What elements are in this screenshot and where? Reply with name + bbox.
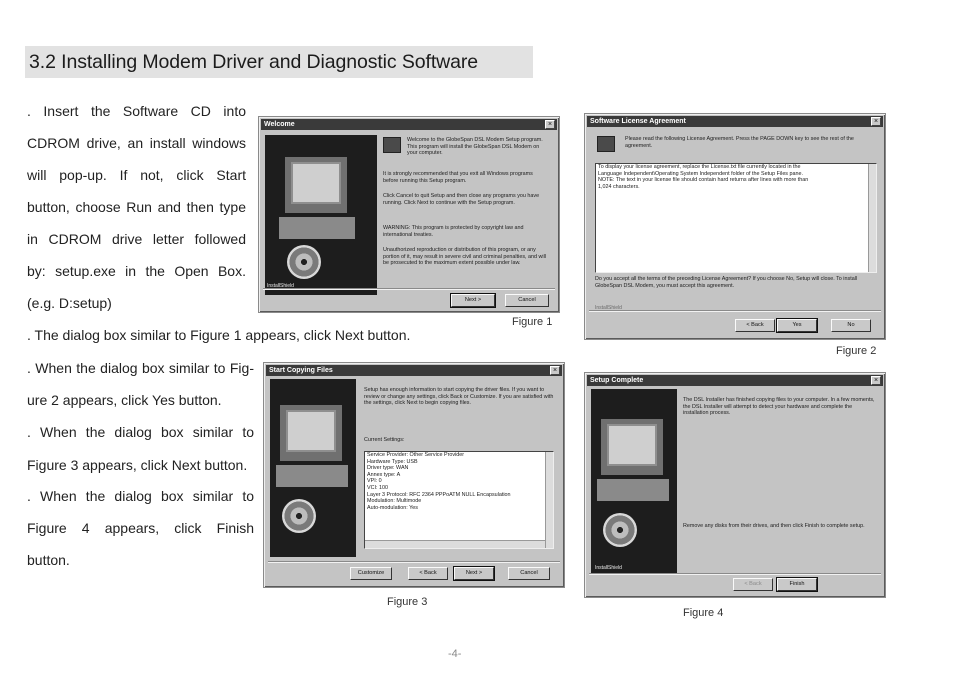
figure-3-copy-files-dialog — [263, 362, 565, 588]
license-scrollbar[interactable] — [868, 164, 876, 272]
settings-line: Modulation: Multimode — [367, 498, 422, 505]
figure-4-setup-complete-dialog — [584, 372, 886, 598]
setup-illustration — [591, 389, 677, 575]
settings-line: Driver type: WAN — [367, 465, 409, 472]
step-3-line-2: ure 2 appears, click Yes button. — [27, 392, 222, 408]
back-button[interactable]: < Back — [408, 567, 448, 580]
monitor-screen — [607, 424, 657, 466]
figure-3-caption: Figure 3 — [387, 596, 428, 608]
cancel-button[interactable]: Cancel — [505, 294, 549, 307]
cd-icon — [282, 499, 316, 533]
complete-text-2: Remove any disks from their drives, and then click Finish to complete setup. — [683, 523, 865, 529]
welcome-text-3: Click Cancel to quit Setup and then close any programs you have running. Click Next to continue with the Setup program. — [383, 193, 540, 206]
customize-button[interactable]: Customize — [350, 567, 392, 580]
installshield-label: InstallShield — [595, 565, 622, 571]
step-1-line-2: CDROM drive, an install windows — [27, 135, 246, 151]
no-button[interactable]: No — [831, 319, 871, 332]
step-2-line-1: . The dialog box similar to Figure 1 appears, click Next button. — [27, 327, 411, 343]
settings-line: VPI: 0 — [367, 478, 382, 485]
dialog-title: Start Copying Files — [269, 367, 333, 374]
welcome-text-1: Welcome to the GlobeSpan DSL Modem Setup program. This program will install the GlobeSpan DSL Modem on your computer. — [407, 137, 543, 156]
cd-icon — [603, 513, 637, 547]
license-question: Do you accept all the terms of the preceding License Agreement? If you choose No, Setup will close. To install GlobeSpan DSL Modem, you must accept this agreement. — [595, 276, 858, 289]
close-icon[interactable]: × — [545, 120, 555, 129]
back-button[interactable]: < Back — [735, 319, 775, 332]
settings-line: Hardware Type: USB — [367, 458, 418, 465]
titlebar — [587, 375, 883, 386]
footer-separator — [589, 573, 881, 575]
license-line-1: To display your license agreement, replace the License.txt file currently located in the — [598, 164, 801, 170]
next-button[interactable]: Next > — [454, 567, 494, 580]
section-heading-bar — [25, 46, 533, 78]
computer-base — [279, 217, 355, 239]
page-number: -4- — [448, 648, 462, 660]
setup-illustration — [270, 379, 356, 557]
titlebar — [261, 119, 557, 130]
settings-line: VCI: 100 — [367, 484, 388, 491]
settings-horizontal-scrollbar[interactable] — [365, 540, 545, 548]
yes-button[interactable]: Yes — [777, 319, 817, 332]
settings-line: Auto-modulation: Yes — [367, 504, 418, 511]
step-5-line-1: . When the dialog box similar to — [27, 488, 254, 504]
close-icon[interactable]: × — [550, 366, 560, 375]
current-settings-label: Current Settings: — [364, 437, 405, 443]
setup-illustration — [265, 135, 377, 295]
license-line-5: 1,024 characters. — [598, 183, 640, 190]
cancel-button[interactable]: Cancel — [508, 567, 550, 580]
settings-line: Annex type: A — [367, 471, 401, 478]
step-3-line-1: . When the dialog box similar to Fig- — [27, 360, 254, 376]
close-icon[interactable]: × — [871, 376, 881, 385]
setup-icon — [383, 137, 401, 153]
footer-separator — [268, 561, 560, 563]
monitor-screen — [291, 162, 341, 204]
settings-line: Service Provider: Other Service Provider — [367, 452, 465, 458]
titlebar — [587, 116, 883, 127]
finish-button[interactable]: Finish — [777, 578, 817, 591]
settings-line: Layer 3 Protocol: RFC 2364 PPPoATM NULL Encapsulation — [367, 491, 511, 498]
computer-base — [276, 465, 348, 487]
figure-2-license-dialog — [584, 113, 886, 340]
figure-1-caption: Figure 1 — [512, 316, 553, 328]
license-icon — [597, 136, 615, 152]
dialog-title: Software License Agreement — [590, 118, 686, 125]
dialog-title: Welcome — [264, 121, 295, 128]
step-1-line-4: button, choose Run and then type — [27, 199, 246, 215]
step-4-line-2: Figure 3 appears, click Next button. — [27, 457, 248, 473]
license-textbox[interactable] — [595, 163, 877, 273]
copy-intro: Setup has enough information to start copying the driver files. If you want to review or change any settings, click Back or Customize. If you are satisfied with the settings, click Next to begin copying files. — [364, 387, 554, 406]
welcome-text-2: It is strongly recommended that you exit all Windows programs before running this Setup program. — [383, 171, 533, 184]
installshield-label: InstallShield — [595, 305, 622, 311]
complete-text-1: The DSL Installer has finished copying files to your computer. In a few moments, the DSL Installer will attempt to detect your hardware and complete the installation process. — [683, 397, 875, 416]
titlebar — [266, 365, 562, 376]
welcome-text-5: Unauthorized reproduction or distribution of this program, or any portion of it, may result in severe civil and criminal penalties, and will be prosecuted to the maximum extent possible under law. — [383, 247, 546, 266]
step-1-line-7: (e.g. D:setup) — [27, 295, 112, 311]
license-line-4: NOTE: The text in your license file should contain hard returns after lines with more than — [598, 177, 809, 184]
computer-base — [597, 479, 669, 501]
monitor-screen — [286, 410, 336, 452]
figure-4-caption: Figure 4 — [683, 607, 724, 619]
welcome-text-4: WARNING: This program is protected by copyright law and international treaties. — [383, 225, 524, 238]
settings-listbox[interactable] — [364, 451, 554, 549]
step-1-line-1: . Insert the Software CD into — [27, 103, 246, 119]
footer-separator — [263, 288, 555, 290]
settings-vertical-scrollbar[interactable] — [545, 452, 553, 548]
back-button[interactable]: < Back — [733, 578, 773, 591]
step-1-line-6: by: setup.exe in the Open Box. — [27, 263, 246, 279]
dialog-title: Setup Complete — [590, 377, 644, 384]
license-line-2: Language Independent\Operating System Independent folder of the Setup Files pane. — [598, 170, 803, 177]
cd-icon — [287, 245, 321, 279]
figure-2-caption: Figure 2 — [836, 345, 877, 357]
step-5-line-3: button. — [27, 552, 70, 568]
figure-1-welcome-dialog — [258, 116, 560, 313]
next-button[interactable]: Next > — [451, 294, 495, 307]
license-intro: Please read the following License Agreement. Press the PAGE DOWN key to see the rest of the agreement. — [625, 136, 854, 149]
step-5-line-2: Figure 4 appears, click Finish — [27, 520, 254, 536]
step-1-line-5: in CDROM drive letter followed — [27, 231, 246, 247]
section-heading: 3.2 Installing Modem Driver and Diagnostic Software — [29, 51, 479, 73]
installshield-label: InstallShield — [267, 283, 294, 289]
close-icon[interactable]: × — [871, 117, 881, 126]
footer-separator — [589, 310, 881, 312]
step-4-line-1: . When the dialog box similar to — [27, 424, 254, 440]
step-1-line-3: will pop-up. If not, click Start — [27, 167, 246, 183]
